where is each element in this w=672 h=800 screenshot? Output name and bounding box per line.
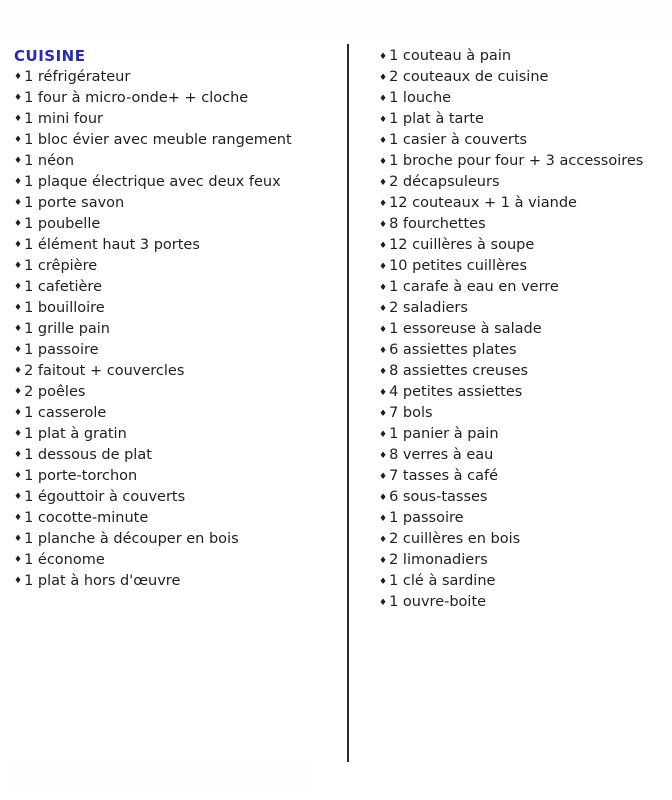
item-text: 1 dessous de plat [24, 446, 152, 463]
bullet-diamond-icon: ♦ [379, 324, 388, 335]
bullet-diamond-icon: ♦ [379, 93, 388, 104]
item-text: 7 tasses à café [389, 468, 499, 484]
list-item [379, 529, 667, 550]
item-text: 1 cocotte-minute [24, 509, 149, 526]
item-text: 10 petites cuillères [389, 258, 528, 274]
inventory-column-left [14, 46, 339, 592]
list-item [14, 571, 339, 592]
list-item [379, 151, 667, 172]
item-text: 12 cuillères à soupe [389, 237, 535, 253]
bullet-diamond-icon: ♦ [379, 240, 388, 251]
inventory-list-right [379, 46, 667, 613]
list-item [379, 424, 667, 445]
list-item [14, 172, 339, 193]
bullet-diamond-icon: ♦ [14, 240, 23, 250]
list-item [379, 46, 667, 67]
item-text: 1 broche pour four + 3 accessoires [389, 153, 644, 169]
bullet-diamond-icon: ♦ [14, 303, 23, 313]
bullet-diamond-icon: ♦ [379, 492, 388, 503]
item-text: 2 faitout + couvercles [24, 362, 185, 379]
bullet-diamond-icon: ♦ [14, 555, 23, 565]
item-text: 1 porte savon [24, 194, 125, 211]
bullet-diamond-icon: ♦ [379, 471, 388, 482]
list-item [14, 466, 339, 487]
list-item [379, 193, 667, 214]
item-text: 1 plat à hors d'œuvre [24, 572, 181, 589]
bullet-diamond-icon: ♦ [379, 177, 388, 188]
list-item [14, 67, 339, 88]
list-item [14, 403, 339, 424]
item-text: 1 clé à sardine [389, 573, 496, 589]
item-text: 8 fourchettes [389, 216, 486, 232]
list-item [379, 382, 667, 403]
page-title: CUISINE [14, 47, 86, 65]
bullet-diamond-icon: ♦ [379, 72, 388, 83]
bullet-diamond-icon: ♦ [379, 345, 388, 356]
bullet-diamond-icon: ♦ [14, 282, 23, 292]
list-item [379, 487, 667, 508]
item-text: 1 économe [24, 551, 105, 568]
list-item [14, 130, 339, 151]
bullet-diamond-icon: ♦ [379, 198, 388, 209]
list-item [379, 256, 667, 277]
item-text: 6 sous-tasses [389, 489, 488, 505]
item-text: 1 grille pain [24, 320, 111, 337]
item-text: 2 cuillères en bois [389, 531, 521, 547]
bullet-diamond-icon: ♦ [379, 156, 388, 167]
item-text: 1 couteau à pain [389, 48, 512, 64]
list-item [379, 445, 667, 466]
bullet-diamond-icon: ♦ [379, 219, 388, 230]
item-text: 1 crêpière [24, 257, 98, 274]
bullet-diamond-icon: ♦ [14, 387, 23, 397]
item-text: 2 poêles [24, 383, 86, 400]
list-item [14, 550, 339, 571]
bullet-diamond-icon: ♦ [14, 72, 23, 82]
bullet-diamond-icon: ♦ [379, 303, 388, 314]
bullet-diamond-icon: ♦ [14, 156, 23, 166]
item-text: 1 planche à découper en bois [24, 530, 239, 547]
bullet-diamond-icon: ♦ [379, 429, 388, 440]
bullet-diamond-icon: ♦ [14, 450, 23, 460]
bullet-diamond-icon: ♦ [14, 177, 23, 187]
list-item [14, 256, 339, 277]
item-text: 2 décapsuleurs [389, 174, 500, 190]
list-item [379, 508, 667, 529]
bullet-diamond-icon: ♦ [14, 135, 23, 145]
item-text: 1 essoreuse à salade [389, 321, 542, 337]
item-text: 1 plaque électrique avec deux feux [24, 173, 281, 190]
list-item [14, 361, 339, 382]
list-item [379, 571, 667, 592]
scan-noise-artifact [0, 0, 672, 34]
list-item [14, 382, 339, 403]
bullet-diamond-icon: ♦ [14, 429, 23, 439]
list-item [379, 298, 667, 319]
item-text: 1 casserole [24, 404, 107, 421]
bullet-diamond-icon: ♦ [379, 387, 388, 398]
bullet-diamond-icon: ♦ [379, 51, 388, 62]
item-text: 1 carafe à eau en verre [389, 279, 559, 295]
bullet-diamond-icon: ♦ [379, 576, 388, 587]
item-text: 12 couteaux + 1 à viande [389, 195, 577, 211]
list-item [14, 319, 339, 340]
list-item [379, 130, 667, 151]
item-text: 1 passoire [24, 341, 99, 358]
list-item [14, 487, 339, 508]
item-text: 1 plat à gratin [24, 425, 127, 442]
item-text: 1 élément haut 3 portes [24, 236, 200, 253]
item-text: 1 four à micro-onde+ + cloche [24, 89, 249, 106]
list-item [379, 592, 667, 613]
list-item [379, 172, 667, 193]
item-text: 2 saladiers [389, 300, 468, 316]
list-item [14, 109, 339, 130]
bullet-diamond-icon: ♦ [379, 261, 388, 272]
item-text: 1 mini four [24, 110, 104, 127]
bullet-diamond-icon: ♦ [379, 114, 388, 125]
bullet-diamond-icon: ♦ [379, 597, 388, 608]
item-text: 1 poubelle [24, 215, 101, 232]
item-text: 2 couteaux de cuisine [389, 69, 549, 85]
bullet-diamond-icon: ♦ [379, 555, 388, 566]
list-item [14, 151, 339, 172]
item-text: 1 ouvre-boite [389, 594, 487, 610]
scan-noise-artifact [8, 766, 308, 790]
bullet-diamond-icon: ♦ [14, 513, 23, 523]
list-item [379, 109, 667, 130]
item-text: 1 bouilloire [24, 299, 105, 316]
bullet-diamond-icon: ♦ [14, 492, 23, 502]
item-text: 8 verres à eau [389, 447, 494, 463]
bullet-diamond-icon: ♦ [379, 408, 388, 419]
item-text: 1 passoire [389, 510, 464, 526]
item-text: 1 plat à tarte [389, 111, 484, 127]
item-text: 1 porte-torchon [24, 467, 138, 484]
bullet-diamond-icon: ♦ [14, 324, 23, 334]
inventory-column-right [379, 46, 667, 613]
list-item [379, 67, 667, 88]
list-item [14, 529, 339, 550]
list-item [14, 277, 339, 298]
list-item [14, 214, 339, 235]
bullet-diamond-icon: ♦ [14, 366, 23, 376]
item-text: 1 réfrigérateur [24, 68, 131, 85]
item-text: 2 limonadiers [389, 552, 488, 568]
list-item [14, 424, 339, 445]
item-text: 8 assiettes creuses [389, 363, 529, 379]
item-text: 1 louche [389, 90, 452, 106]
list-item [379, 403, 667, 424]
list-item [379, 466, 667, 487]
bullet-diamond-icon: ♦ [379, 366, 388, 377]
list-item [14, 340, 339, 361]
column-divider [347, 44, 349, 762]
bullet-diamond-icon: ♦ [14, 219, 23, 229]
list-item [14, 445, 339, 466]
bullet-diamond-icon: ♦ [14, 198, 23, 208]
item-text: 1 panier à pain [389, 426, 499, 442]
bullet-diamond-icon: ♦ [14, 471, 23, 481]
bullet-diamond-icon: ♦ [14, 345, 23, 355]
item-text: 1 cafetière [24, 278, 102, 295]
bullet-diamond-icon: ♦ [14, 261, 23, 271]
item-text: 1 casier à couverts [389, 132, 528, 148]
item-text: 4 petites assiettes [389, 384, 523, 400]
list-item [379, 550, 667, 571]
item-text: 6 assiettes plates [389, 342, 517, 358]
bullet-diamond-icon: ♦ [14, 534, 23, 544]
bullet-diamond-icon: ♦ [379, 282, 388, 293]
list-item [379, 361, 667, 382]
item-text: 1 bloc évier avec meuble rangement [24, 131, 292, 148]
item-text: 7 bols [389, 405, 433, 421]
bullet-diamond-icon: ♦ [14, 408, 23, 418]
bullet-diamond-icon: ♦ [14, 93, 23, 103]
list-item [379, 319, 667, 340]
bullet-diamond-icon: ♦ [379, 135, 388, 146]
list-item [14, 193, 339, 214]
list-item [379, 277, 667, 298]
bullet-diamond-icon: ♦ [14, 114, 23, 124]
list-item [14, 88, 339, 109]
bullet-diamond-icon: ♦ [14, 576, 23, 586]
list-item [14, 508, 339, 529]
item-text: 1 égouttoir à couverts [24, 488, 186, 505]
inventory-list-left [14, 67, 339, 592]
list-item [379, 340, 667, 361]
list-item [379, 88, 667, 109]
bullet-diamond-icon: ♦ [379, 450, 388, 461]
item-text: 1 néon [24, 152, 75, 169]
list-item [379, 214, 667, 235]
list-item [14, 235, 339, 256]
bullet-diamond-icon: ♦ [379, 534, 388, 545]
list-item [14, 298, 339, 319]
list-item [379, 235, 667, 256]
bullet-diamond-icon: ♦ [379, 513, 388, 524]
